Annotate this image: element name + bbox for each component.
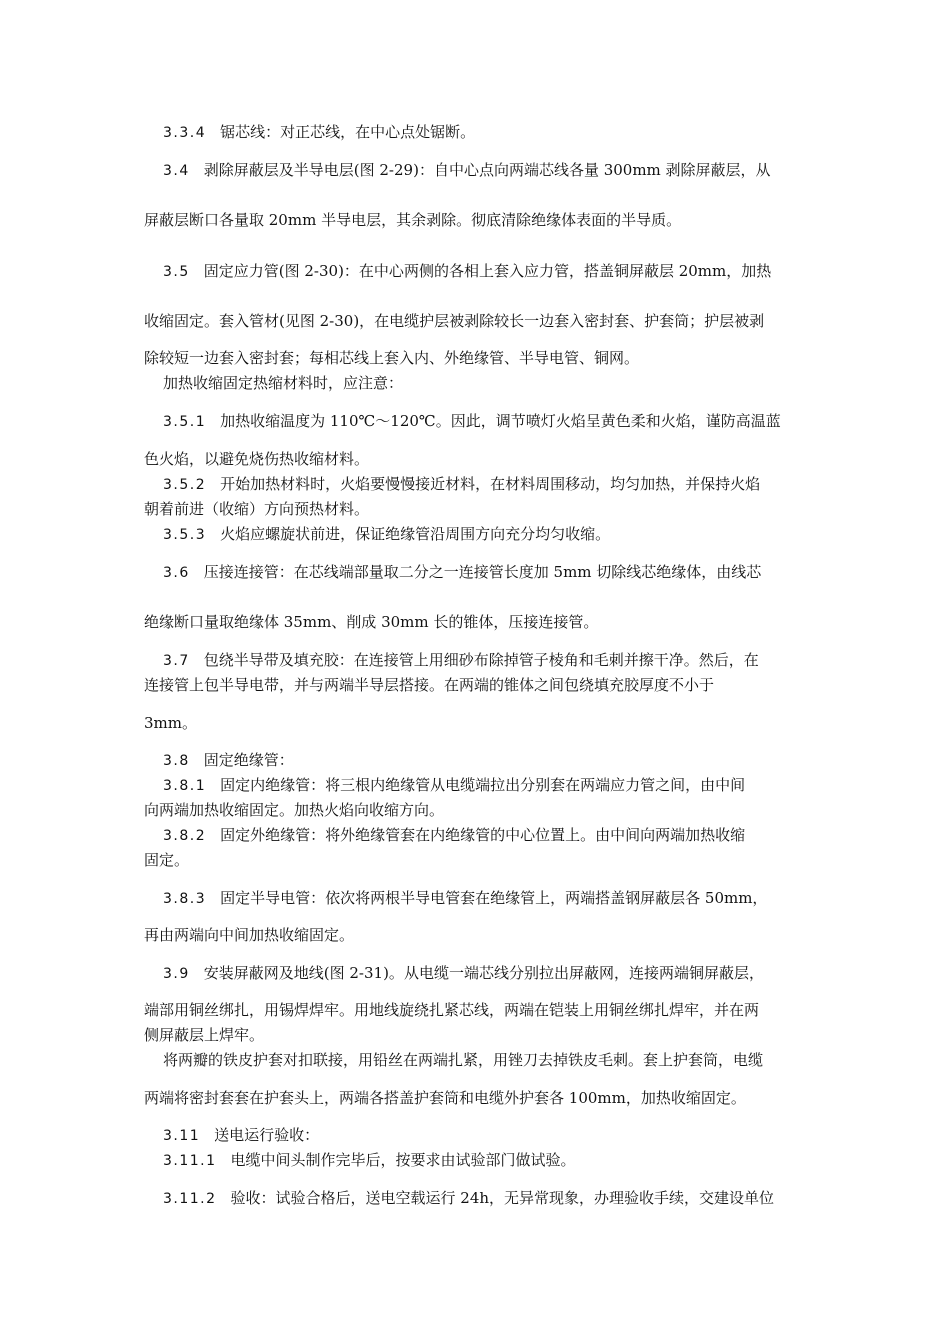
clause-text: 送电运行验收： [214,1126,320,1144]
clause-number: 3.11 [163,1128,201,1144]
clause-text: 剥除屏蔽层及半导电层(图 2-29)：自中心点向两端芯线各量 300mm 剥除屏蔽层，从 [203,161,771,179]
clause-text: 固定绝缘管： [203,751,294,769]
text-line: 固定。 [144,851,190,869]
text-line: 侧屏蔽层上焊牢。 [144,1026,265,1044]
clause-text: 包绕半导带及填充胶：在连接管上用细砂布除掉管子棱角和毛刺并擦干净。然后，在 [203,651,759,669]
text-line: 再由两端向中间加热收缩固定。 [144,926,355,944]
clause-3-6 [163,562,761,583]
clause-3-8 [163,750,294,771]
clause-number: 3.8 [163,753,190,769]
clause-3-9 [163,963,764,984]
clause-number: 3.11.2 [163,1191,217,1207]
clause-3-8-3 [163,888,767,909]
clause-text: 电缆中间头制作完毕后，按要求由试验部门做试验。 [230,1151,576,1169]
clause-number: 3.3.4 [163,125,207,141]
clause-text: 开始加热材料时，火焰要慢慢接近材料，在材料周围移动，均匀加热，并保持火焰 [220,475,761,493]
text-line: 色火焰，以避免烧伤热收缩材料。 [144,450,370,468]
clause-text: 固定内绝缘管：将三根内绝缘管从电缆端拉出分别套在两端应力管之间，由中间 [220,776,746,794]
clause-3-11-1 [163,1150,576,1171]
text-line: 端部用铜丝绑扎，用锡焊焊牢。用地线旋绕扎紧芯线，两端在铠装上用铜丝绑扎焊牢，并在两 [144,1001,760,1019]
clause-3-8-1 [163,775,745,796]
clause-text: 验收：试验合格后，送电空载运行 24h，无异常现象，办理验收手续，交建设单位 [230,1189,775,1207]
clause-number: 3.5 [163,264,190,280]
text-line-indented: 将两瓣的铁皮护套对扣联接，用铅丝在两端扎紧，用锉刀去掉铁皮毛刺。套上护套筒，电缆 [163,1051,764,1069]
text-line: 向两端加热收缩固定。加热火焰向收缩方向。 [144,801,445,819]
clause-number: 3.7 [163,653,190,669]
clause-number: 3.9 [163,966,190,982]
text-line-indented: 加热收缩固定热缩材料时，应注意： [163,374,404,392]
text-line: 两端将密封套套在护套头上，两端各搭盖护套筒和电缆外护套各 100mm，加热收缩固定。 [144,1089,746,1107]
clause-number: 3.5.1 [163,414,207,430]
clause-3-8-2 [163,825,745,846]
text-line: 收缩固定。套入管材(见图 2-30)，在电缆护层被剥除较长一边套入密封套、护套筒；护层被剥 [144,312,765,330]
clause-3-5-1 [163,411,781,432]
clause-number: 3.8.3 [163,891,207,907]
text-line: 3mm。 [144,714,197,732]
text-line: 连接管上包半导电带，并与两端半导层搭接。在两端的锥体之间包绕填充胶厚度不小于 [144,676,715,694]
text-line: 朝着前进（收缩）方向预热材料。 [144,500,370,518]
clause-text: 压接连接管：在芯线端部量取二分之一连接管长度加 5mm 切除线芯绝缘体，由线芯 [203,563,762,581]
clause-3-5-3 [163,524,610,545]
text-line: 除较短一边套入密封套；每相芯线上套入内、外绝缘管、半导电管、铜网。 [144,349,640,367]
clause-text: 固定应力管(图 2-30)：在中心两侧的各相上套入应力管，搭盖铜屏蔽层 20mm，加热 [203,262,772,280]
clause-3-7 [163,650,759,671]
clause-number: 3.5.2 [163,477,207,493]
text-line: 屏蔽层断口各量取 20mm 半导电层，其余剥除。彻底清除绝缘体表面的半导质。 [144,211,682,229]
clause-3-3-4 [163,122,475,143]
clause-3-5-2 [163,474,760,495]
clause-text: 火焰应螺旋状前进，保证绝缘管沿周围方向充分均匀收缩。 [220,525,611,543]
clause-number: 3.8.1 [163,778,207,794]
clause-number: 3.8.2 [163,828,207,844]
clause-text: 固定外绝缘管：将外绝缘管套在内绝缘管的中心位置上。由中间向两端加热收缩 [220,826,746,844]
clause-number: 3.5.3 [163,527,207,543]
clause-3-5 [163,261,771,282]
clause-3-11 [163,1125,319,1146]
clause-number: 3.4 [163,163,190,179]
clause-3-4 [163,160,771,181]
clause-text: 安装屏蔽网及地线(图 2-31)。从电缆一端芯线分别拉出屏蔽网，连接两端铜屏蔽层， [203,964,764,982]
clause-text: 加热收缩温度为 110℃～120℃。因此，调节喷灯火焰呈黄色柔和火焰，谨防高温蓝 [220,412,781,430]
clause-number: 3.6 [163,565,190,581]
clause-3-11-2 [163,1188,774,1209]
text-line: 绝缘断口量取绝缘体 35mm、削成 30mm 长的锥体，压接连接管。 [144,613,599,631]
clause-text: 锯芯线：对正芯线，在中心点处锯断。 [220,123,476,141]
clause-text: 固定半导电管：依次将两根半导电管套在绝缘管上，两端搭盖钢屏蔽层各 50mm， [220,889,768,907]
clause-number: 3.11.1 [163,1153,217,1169]
